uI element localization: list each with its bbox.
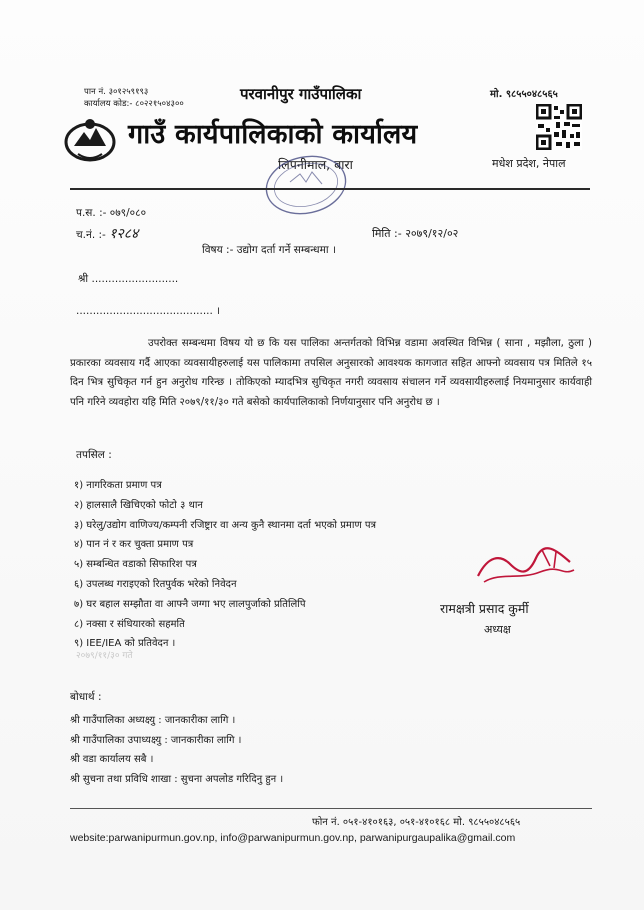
office-location: लिपनीमाल, बारा [278, 157, 353, 172]
footer-divider [70, 808, 592, 809]
header-codes [84, 86, 184, 110]
nepal-emblem-icon [64, 116, 116, 162]
office-province: मधेश प्रदेश, नेपाल [492, 157, 566, 170]
municipality-name: परवानीपुर गाउँपालिका [240, 85, 362, 103]
list-item: ८) नक्सा र संधियारको सहमति [74, 618, 185, 630]
reference-cn [76, 224, 138, 243]
cc-heading: बोधार्थ : [70, 691, 102, 703]
header-divider [70, 188, 590, 190]
list-item: ३) घरेलु/उद्योग वाणिज्य/कम्पनी रजिष्ट्रार वा अन्य कुनै स्थानमा दर्ता भएको प्रमाण पत्र [74, 519, 377, 531]
list-item: श्री वडा कार्यालय सबै । [70, 754, 154, 765]
list-item: ५) सम्बन्धित वडाको सिफारिश पत्र [74, 559, 197, 571]
signature-icon [470, 546, 580, 588]
reference-cn-value: १२८४ [109, 226, 139, 242]
list-item: ७) घर बहाल सम्झौता वा आफ्नै जग्गा भए लालपुर्जाको प्रतिलिपि [74, 598, 306, 610]
requirements-list [74, 476, 494, 654]
recipient-line-2: ......................................... । [76, 305, 221, 317]
reference-ps: प.स. :- ०७९/०८० [76, 207, 147, 219]
header-mobile: मो. ९८५५०४८५६५ [490, 89, 558, 100]
bleed-through-text: २०७९/११/३० गते [76, 651, 133, 661]
letter-subject: विषय :- उद्योग दर्ता गर्ने सम्बन्धमा । [202, 244, 336, 256]
list-item: श्री गाउँपालिका उपाध्यक्ष्यु : जानकारीका लागि । [70, 734, 242, 746]
list-item: १) नागरिकता प्रमाण पत्र [74, 480, 162, 491]
list-item: ६) उपलब्ध गराइएको रितपुर्वक भरेको निवेदन [74, 578, 237, 590]
qr-code-icon [536, 104, 582, 150]
list-item: २) हालसालै खिचिएको फोटो ३ थान [74, 499, 203, 511]
letter-date: मिति :- २०७९/१२/०२ [372, 227, 459, 240]
reference-cn-label: च.नं. :- [76, 229, 106, 241]
office-code: कार्यालय कोड:- ८०२२१५०४३०० [84, 99, 184, 109]
recipient-line-1: श्री .......................... [78, 273, 179, 285]
pan-number: पान नं. ३०१२५९१९३ [84, 87, 149, 97]
letter-body: उपरोक्त सम्बन्धमा विषय यो छ कि यस पालिका अन्तर्गतको विभिन्न वडामा अवस्थित विभिन्न ( साना , मझौला, ठुला ) प्रकारका व्यवसाय गर्दै आएका व्यवसायीहरुलाई यस पालिकामा तपसिल अनुसारको आवश्यक कागजात सहित आफ्नो व्यवसाय पत्र मितिले १५ दिन भित्र सुचिकृत गर्न हुन अनुरोध गरिन्छ । तोकिएको म्यादभित्र सुचिकृत नगरी व्यवसाय संचालन गर्ने व्यवसायीहरुलाई नियमानुसार कार्यवाही पनि गरिने व्यवहोरा यहि मिति २०७९/११/३० गते बसेको कार्यपालिकाको निर्णयानुसार पनि अनुरोध छ । [70, 338, 592, 408]
list-item: ४) पान नं र कर चुक्ता प्रमाण पत्र [74, 539, 194, 551]
signatory-name: रामक्षत्री प्रसाद कुर्मी [440, 601, 529, 616]
cc-list [70, 711, 283, 789]
list-item: ९) IEE/IEA को प्रतिवेदन । [74, 638, 176, 650]
signatory-title: अध्यक्ष [484, 623, 511, 636]
list-item: श्री गाउँपालिका अध्यक्ष्यु : जानकारीका लागि । [70, 715, 236, 726]
footer-phone: फोन नं. ०५१-४१०१६३, ०५१-४१०१६८ मो. ९८५५०४८५६५ [312, 817, 521, 828]
list-item: श्री सुचना तथा प्रविधि शाखा : सुचना अपलोड गरिदिनु हुन । [70, 773, 284, 785]
list-heading: तपसिल : [76, 449, 112, 461]
office-title: गाउँ कार्यपालिकाको कार्यालय [128, 119, 418, 150]
footer-website: website:parwanipurmun.gov.np, info@parwanipurmun.gov.np, parwanipurgaupalika@gmail.com [70, 832, 516, 844]
office-stamp-icon [260, 152, 352, 218]
